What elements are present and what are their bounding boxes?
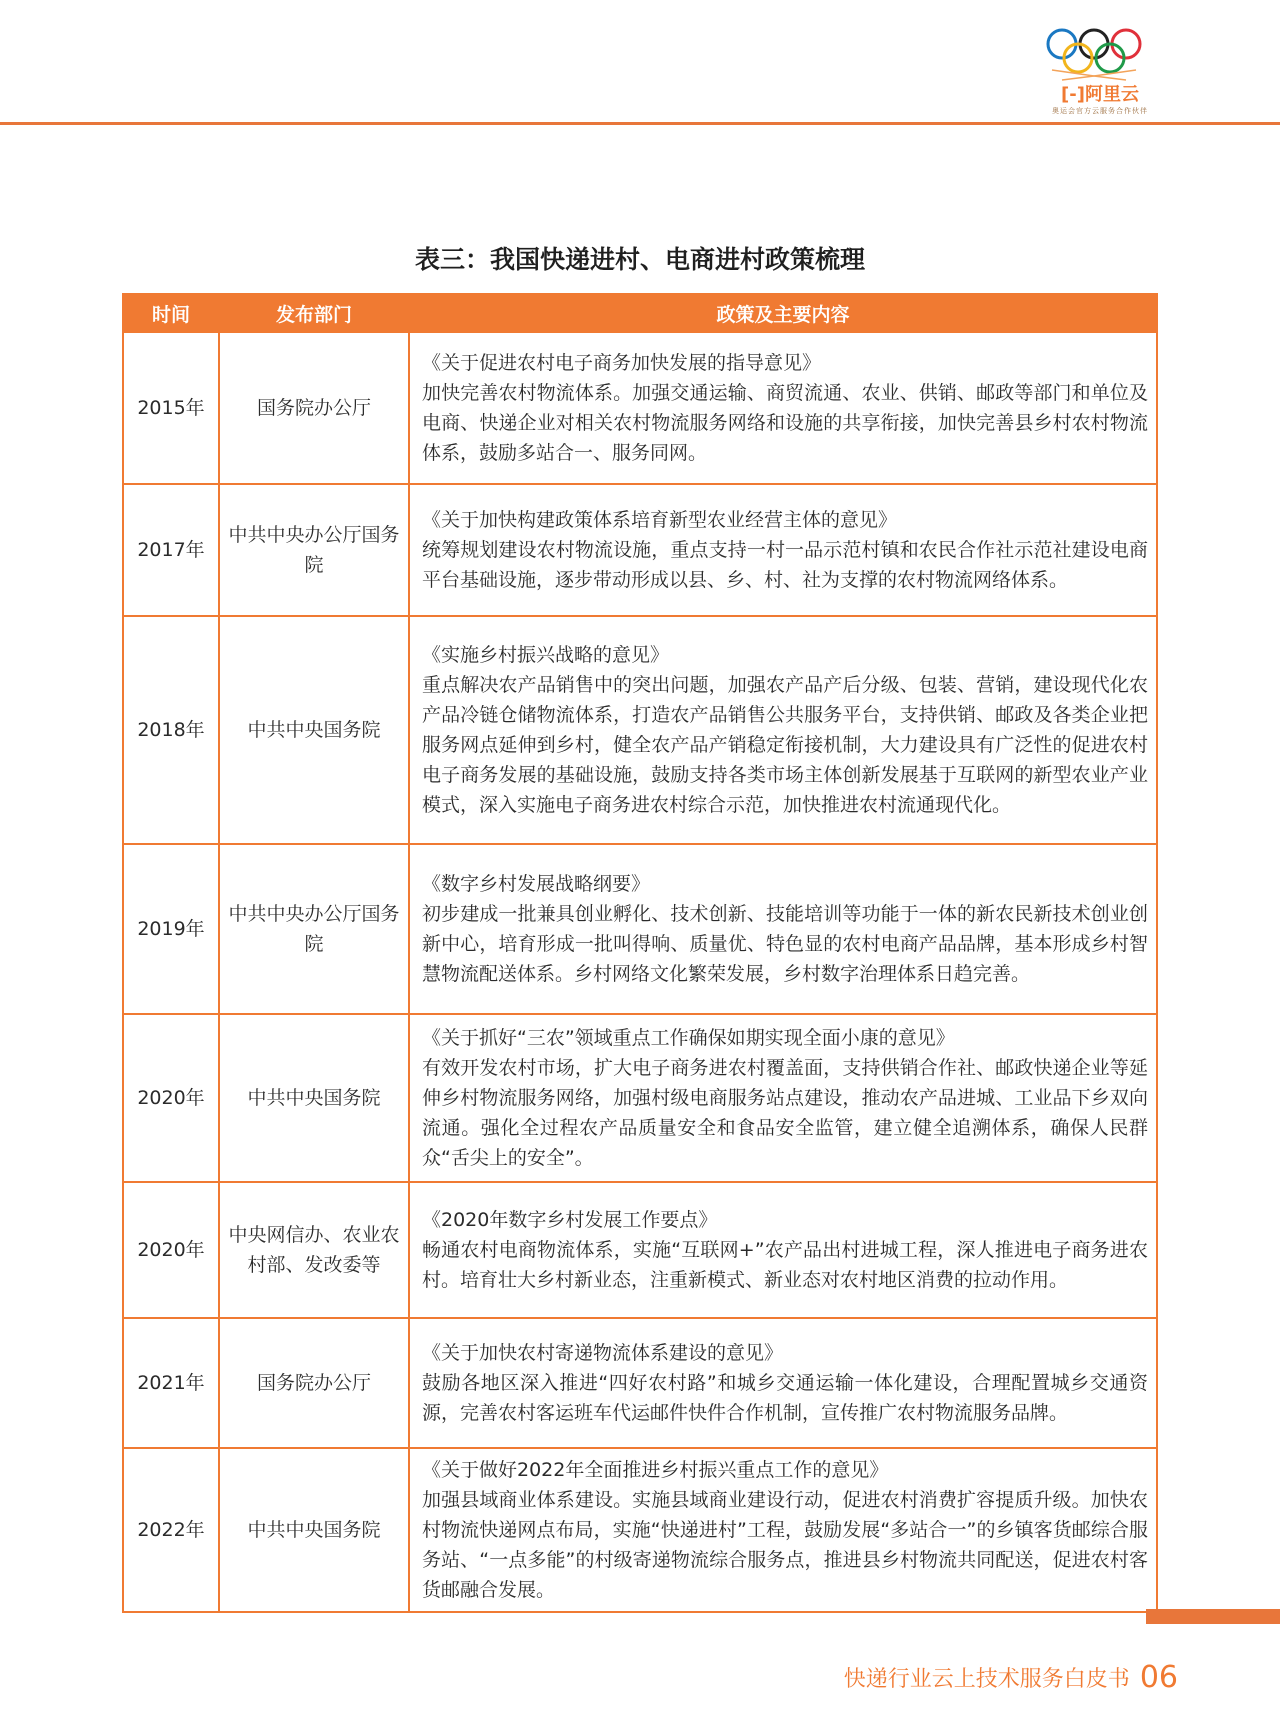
footer-accent-bar bbox=[1146, 1609, 1280, 1624]
column-header-department: 发布部门 bbox=[219, 294, 409, 332]
footer-title: 快递行业云上技术服务白皮书 bbox=[843, 1667, 1130, 1692]
row-department: 中共中央办公厅国务院 bbox=[219, 844, 409, 1014]
row-year: 2022年 bbox=[123, 1448, 219, 1612]
row-department: 中共中央办公厅国务院 bbox=[219, 484, 409, 616]
table-row bbox=[123, 1182, 1157, 1318]
policy-summary: 加快完善农村物流体系。加强交通运输、商贸流通、农业、供销、邮政等部门和单位及电商、快递企业对相关农村物流服务网络和设施的共享衔接，加快完善县乡村农村物流体系，鼓励多站合一、服务同网。 bbox=[422, 382, 1148, 464]
row-year: 2015年 bbox=[123, 332, 219, 484]
page-number: 06 bbox=[1139, 1660, 1178, 1695]
table-row bbox=[123, 1448, 1157, 1612]
policy-document-title: 《数字乡村发展战略纲要》 bbox=[422, 873, 651, 895]
table-row bbox=[123, 332, 1157, 484]
row-content bbox=[409, 332, 1157, 484]
alibaba-cloud-logo-icon bbox=[1040, 80, 1160, 106]
brand-tagline: 奥运会官方云服务合作伙伴 bbox=[1052, 107, 1148, 115]
row-year: 2017年 bbox=[123, 484, 219, 616]
table-row bbox=[123, 1014, 1157, 1182]
table-row bbox=[123, 484, 1157, 616]
brand-name: 阿里云 bbox=[1084, 84, 1139, 105]
row-department: 中央网信办、农业农村部、发改委等 bbox=[219, 1182, 409, 1318]
table-row bbox=[123, 616, 1157, 844]
row-department: 中共中央国务院 bbox=[219, 616, 409, 844]
policy-document-title: 《2020年数字乡村发展工作要点》 bbox=[422, 1209, 718, 1231]
table-row bbox=[123, 844, 1157, 1014]
policy-summary: 有效开发农村市场，扩大电子商务进农村覆盖面，支持供销合作社、邮政快递企业等延伸乡村物流服务网络，加强村级电商服务站点建设，推动农产品进城、工业品下乡双向流通。强化全过程农产品质量安全和食品安全监管，建立健全追溯体系，确保人民群众“舌尖上的安全”。 bbox=[422, 1057, 1148, 1169]
policy-document-title: 《关于抓好“三农”领域重点工作确保如期实现全面小康的意见》 bbox=[422, 1027, 955, 1049]
policy-summary: 加强县域商业体系建设。实施县域商业建设行动，促进农村消费扩容提质升级。加快农村物流快递网点布局，实施“快递进村”工程，鼓励发展“多站合一”的乡镇客货邮综合服务站、“一点多能”的村级寄递物流综合服务点，推进县乡村物流共同配送，促进农村客货邮融合发展。 bbox=[422, 1489, 1148, 1601]
row-department: 国务院办公厅 bbox=[219, 1318, 409, 1448]
row-content bbox=[409, 844, 1157, 1014]
row-content bbox=[409, 1448, 1157, 1612]
row-content bbox=[409, 1014, 1157, 1182]
policy-summary: 重点解决农产品销售中的突出问题，加强农产品产后分级、包装、营销，建设现代化农产品冷链仓储物流体系，打造农产品销售公共服务平台，支持供销、邮政及各类企业把服务网点延伸到乡村，健全农产品产销稳定衔接机制，大力建设具有广泛性的促进农村电子商务发展的基础设施，鼓励支持各类市场主体创新发展基于互联网的新型农业产业模式，深入实施电子商务进农村综合示范，加快推进农村流通现代化。 bbox=[422, 674, 1148, 816]
policy-document-title: 《实施乡村振兴战略的意见》 bbox=[422, 644, 670, 666]
row-content bbox=[409, 616, 1157, 844]
row-content bbox=[409, 1318, 1157, 1448]
table-row bbox=[123, 1318, 1157, 1448]
table-title: 表三：我国快递进村、电商进村政策梳理 bbox=[414, 245, 865, 274]
row-year: 2020年 bbox=[123, 1182, 219, 1318]
policy-document-title: 《关于促进农村电子商务加快发展的指导意见》 bbox=[422, 352, 822, 374]
row-department: 国务院办公厅 bbox=[219, 332, 409, 484]
footer bbox=[844, 1660, 1178, 1695]
table-header-row bbox=[123, 294, 1157, 332]
row-department: 中共中央国务院 bbox=[219, 1448, 409, 1612]
row-year: 2018年 bbox=[123, 616, 219, 844]
policy-summary: 鼓励各地区深入推进“四好农村路”和城乡交通运输一体化建设，合理配置城乡交通资源，完善农村客运班车代运邮件快件合作机制，宣传推广农村物流服务品牌。 bbox=[422, 1372, 1148, 1424]
policy-document-title: 《关于加快构建政策体系培育新型农业经营主体的意见》 bbox=[422, 509, 898, 531]
row-department: 中共中央国务院 bbox=[219, 1014, 409, 1182]
policy-document-title: 《关于做好2022年全面推进乡村振兴重点工作的意见》 bbox=[422, 1459, 889, 1481]
policy-summary: 畅通农村电商物流体系，实施“互联网+”农产品出村进城工程，深人推进电子商务进农村。培育壮大乡村新业态，注重新模式、新业态对农村地区消费的拉动作用。 bbox=[422, 1239, 1148, 1291]
policy-summary: 统筹规划建设农村物流设施，重点支持一村一品示范村镇和农民合作社示范社建设电商平台基础设施，逐步带动形成以县、乡、村、社为支撑的农村物流网络体系。 bbox=[422, 539, 1148, 591]
column-header-time: 时间 bbox=[123, 294, 219, 332]
brand-bracket-icon: [-] bbox=[1061, 84, 1085, 105]
row-year: 2020年 bbox=[123, 1014, 219, 1182]
policy-document-title: 《关于加快农村寄递物流体系建设的意见》 bbox=[422, 1342, 784, 1364]
row-content bbox=[409, 484, 1157, 616]
row-year: 2019年 bbox=[123, 844, 219, 1014]
column-header-content: 政策及主要内容 bbox=[409, 294, 1157, 332]
row-year: 2021年 bbox=[123, 1318, 219, 1448]
row-content bbox=[409, 1182, 1157, 1318]
policy-summary: 初步建成一批兼具创业孵化、技术创新、技能培训等功能于一体的新农民新技术创业创新中心，培育形成一批叫得响、质量优、特色显的农村电商产品品牌，基本形成乡村智慧物流配送体系。乡村网络文化繁荣发展，乡村数字治理体系日趋完善。 bbox=[422, 903, 1148, 985]
policy-table bbox=[122, 293, 1158, 1613]
